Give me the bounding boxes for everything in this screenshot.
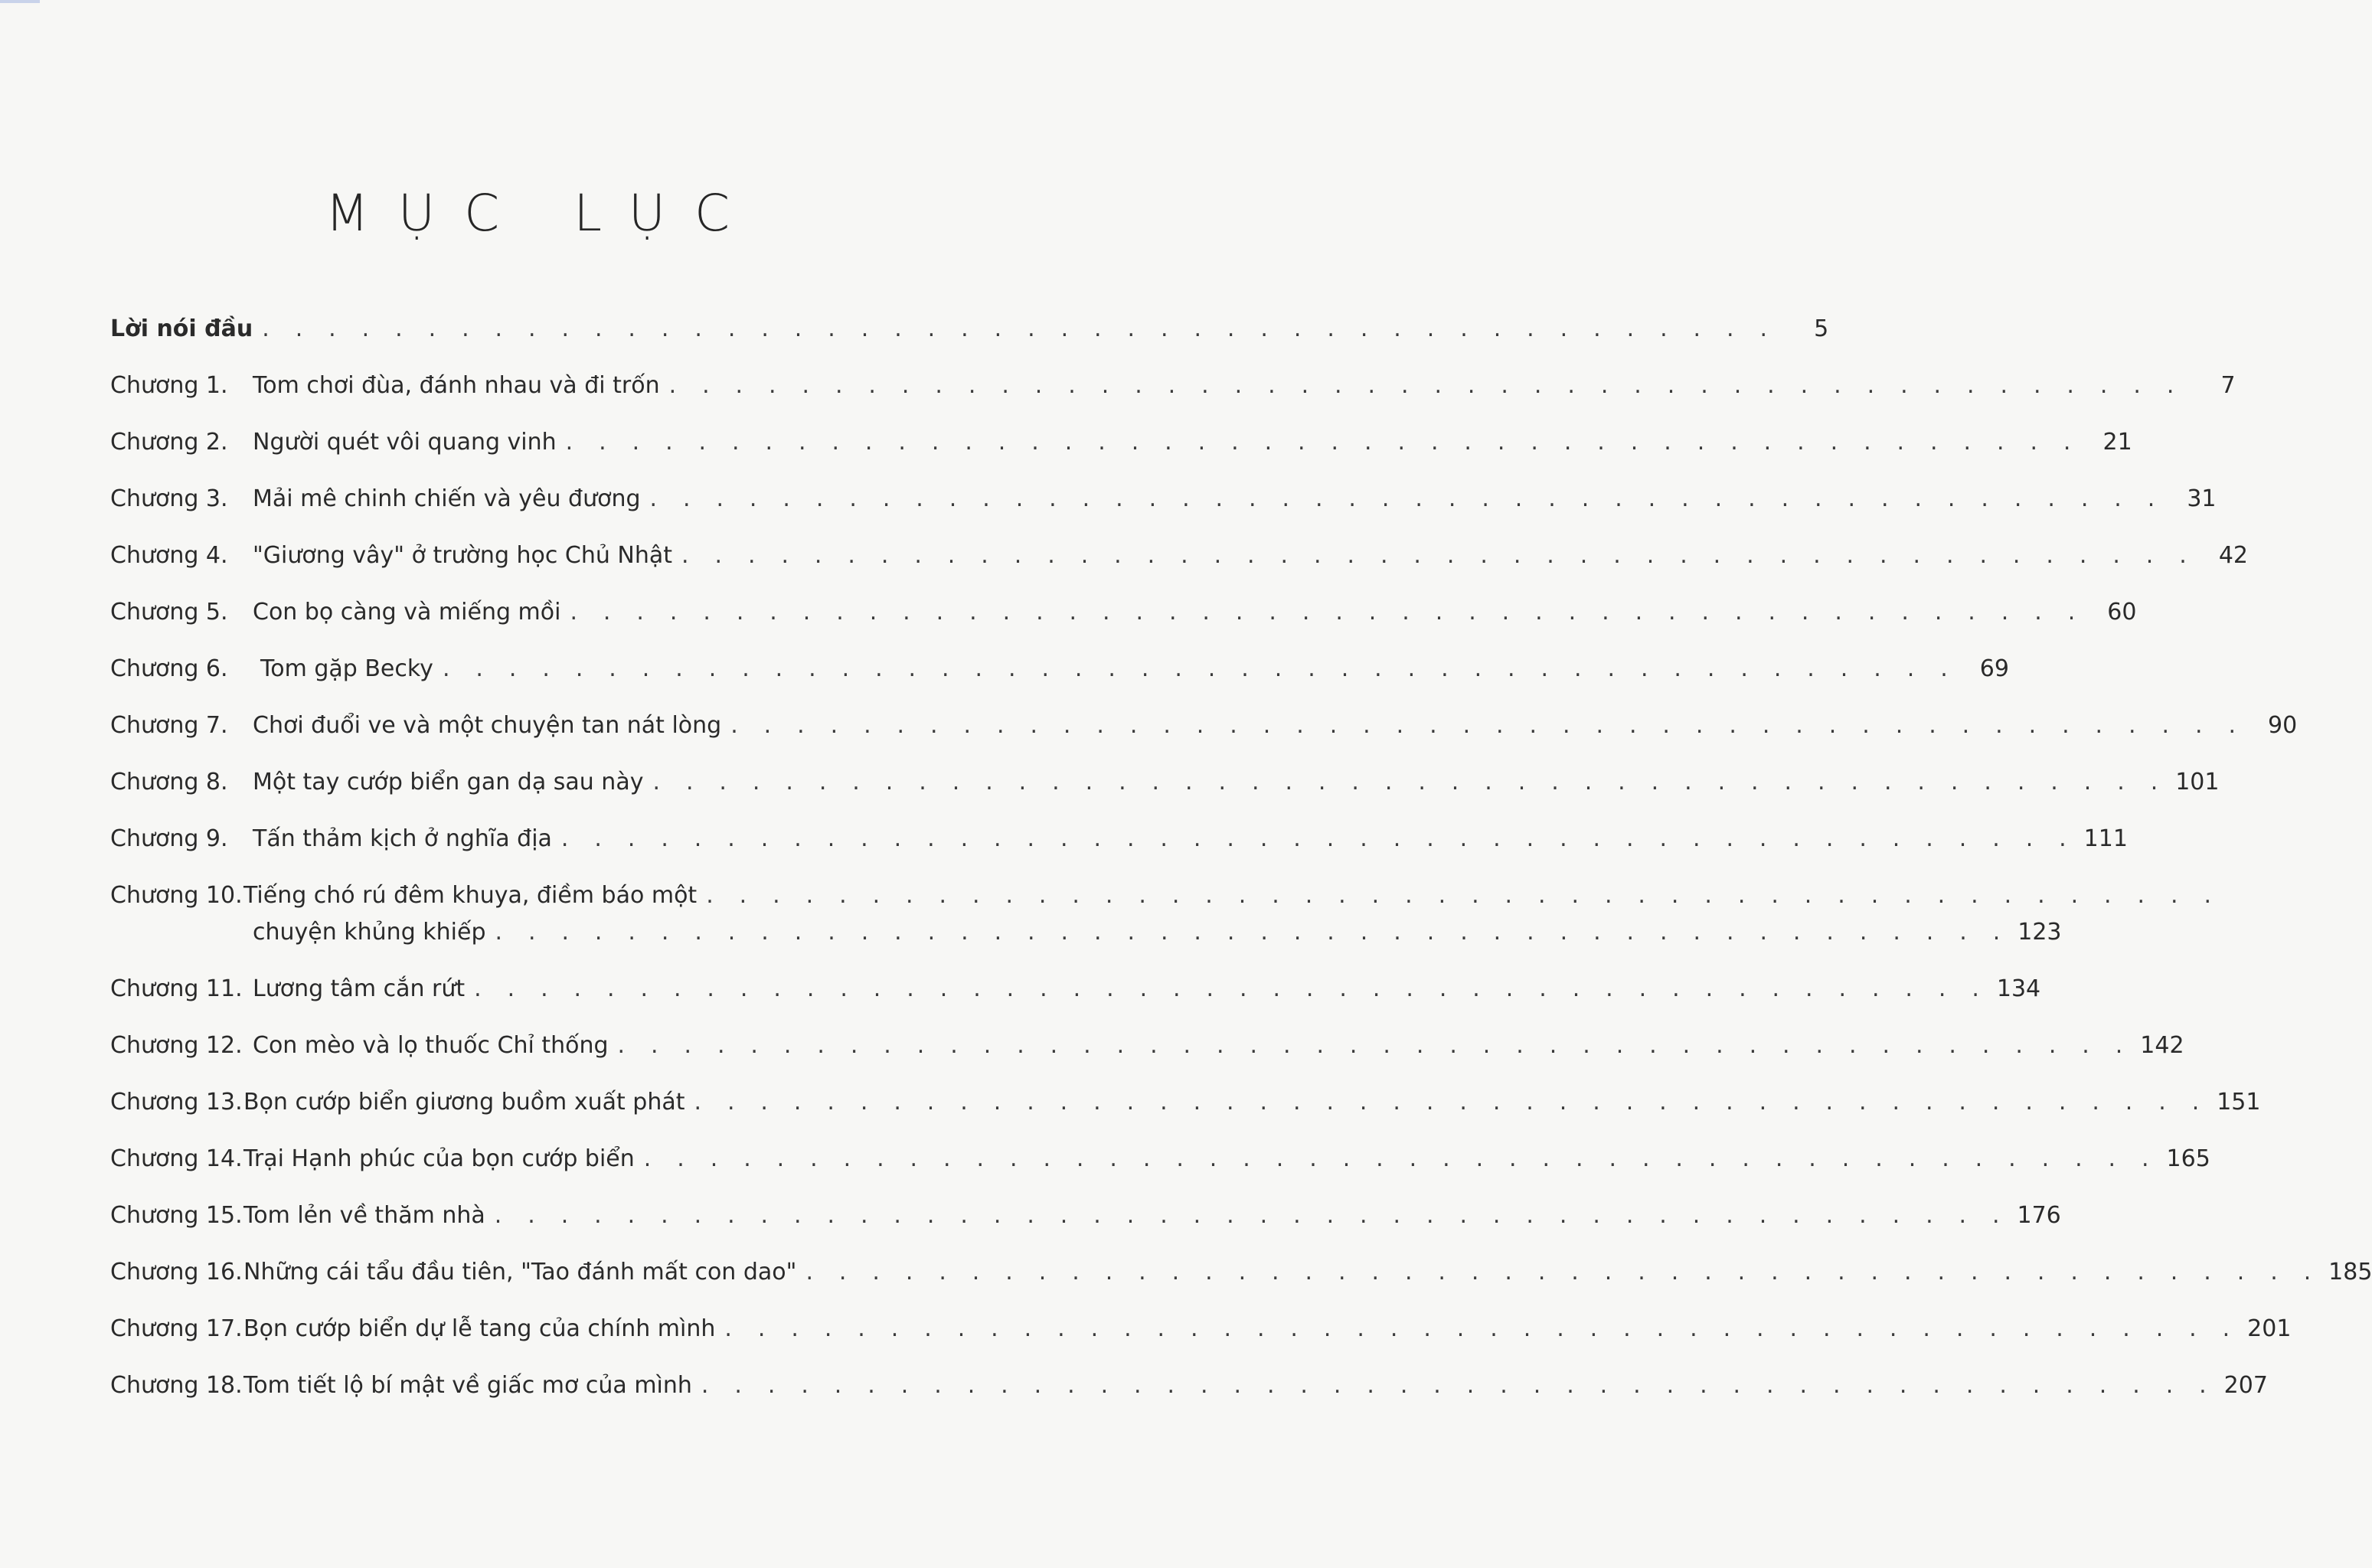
chapter-title: Tiếng chó rú đêm khuya, điềm báo một	[243, 882, 698, 909]
chapter-title: Tom lẻn về thăm nhà	[243, 1202, 485, 1229]
chapter-page: 151	[2217, 1089, 2261, 1116]
dot-leader: . . . . . . . . . . . . . . . . . . . . . . . . . . . . . . . . . . . . . . . . . . . . . .	[565, 429, 2080, 456]
chapter-title: Con bọ càng và miếng mồi	[253, 599, 561, 626]
chapter-title-continued: chuyện khủng khiếp	[253, 919, 486, 946]
chapter-number: Chương 5.	[110, 599, 228, 626]
toc-entry-chapter-12[interactable]	[110, 1029, 2184, 1063]
chapter-page: 60	[2107, 599, 2137, 626]
dot-leader: . . . . . . . . . . . . . . . . . . . . . . . . . . . . . . . . . . . . . . . . . . . . . .	[652, 769, 2168, 795]
dot-leader: . . . . . . . . . . . . . . . . . . . . . . . . . . . . . . . . . . . . . . . . . . . . . .	[474, 975, 1989, 1002]
chapter-number: Chương 6.	[110, 655, 228, 682]
chapter-title: Mải mê chinh chiến và yêu đương	[253, 485, 641, 512]
chapter-number: Chương 11.	[110, 975, 243, 1002]
toc-entry-chapter-9[interactable]	[110, 822, 2128, 856]
chapter-title: Trại Hạnh phúc của bọn cướp biển	[243, 1145, 635, 1172]
chapter-number: Chương 7.	[110, 712, 228, 739]
dot-leader: . . . . . . . . . . . . . . . . . . . . . . . . . . . . . . . . . . . . . . . . . . . . . .	[681, 542, 2197, 569]
chapter-title: Bọn cướp biển dự lễ tang của chính mình	[243, 1315, 716, 1342]
chapter-title: Một tay cướp biển gan dạ sau này	[253, 769, 644, 795]
chapter-number: Chương 10.	[110, 882, 243, 909]
toc-entry-chapter-13[interactable]	[110, 1086, 2261, 1119]
toc-entry-chapter-7[interactable]	[110, 709, 2298, 743]
dot-leader: . . . . . . . . . . . . . . . . . . . . . . . . . . . . . . . . . . . . . . . . . . . . . .	[701, 1372, 2216, 1399]
dot-leader: . . . . . . . . . . . . . . . . . . . . . . . . . . . . . . . . . . . . . . . . . . . . . .	[262, 315, 1777, 342]
chapter-number: Chương 4.	[110, 542, 228, 569]
chapter-page: 21	[2102, 429, 2132, 456]
chapter-number: Chương 14.	[110, 1145, 243, 1172]
toc-entry-preface[interactable]	[110, 312, 1829, 346]
chapter-title: Tom tiết lộ bí mật về giấc mơ của mình	[243, 1372, 692, 1399]
dot-leader: . . . . . . . . . . . . . . . . . . . . . . . . . . . . . . . . . . . . . . . . . . . . . .	[730, 712, 2246, 739]
chapter-page: 176	[2017, 1202, 2061, 1229]
toc-entry-chapter-17[interactable]	[110, 1312, 2292, 1346]
dot-leader: . . . . . . . . . . . . . . . . . . . . . . . . . . . . . . . . . . . . . . . . . . . . . .	[570, 599, 2085, 626]
chapter-number: Chương 1.	[110, 372, 228, 399]
chapter-number: Chương 13.	[110, 1089, 243, 1116]
dot-leader: . . . . . . . . . . . . . . . . . . . . . . . . . . . . . . . . . . . . . . . . . . . . . .	[706, 882, 2221, 909]
toc-entry-title: Lời nói đầu	[110, 315, 253, 342]
chapter-title: Bọn cướp biển giương buồm xuất phát	[243, 1089, 685, 1116]
toc-entry-chapter-14[interactable]	[110, 1142, 2210, 1176]
chapter-page: 90	[2268, 712, 2298, 739]
chapter-number: Chương 2.	[110, 429, 228, 456]
toc-entry-chapter-15[interactable]	[110, 1199, 2061, 1233]
dot-leader: . . . . . . . . . . . . . . . . . . . . . . . . . . . . . . . . . . . . . . . . . . . . . .	[649, 485, 2165, 512]
chapter-number: Chương 18.	[110, 1372, 243, 1399]
chapter-title: Con mèo và lọ thuốc Chỉ thống	[253, 1032, 609, 1059]
dot-leader: . . . . . . . . . . . . . . . . . . . . . . . . . . . . . . . . . . . . . . . . . . . . . .	[724, 1315, 2240, 1342]
chapter-number: Chương 8.	[110, 769, 228, 795]
chapter-page: 165	[2166, 1145, 2210, 1172]
dot-leader: . . . . . . . . . . . . . . . . . . . . . . . . . . . . . . . . . . . . . . . . . . . . . .	[694, 1089, 2209, 1116]
chapter-number: Chương 17.	[110, 1315, 243, 1342]
chapter-page: 42	[2218, 542, 2249, 569]
chapter-page: 201	[2247, 1315, 2292, 1342]
chapter-number: Chương 16.	[110, 1259, 243, 1285]
chapter-number: Chương 15.	[110, 1202, 243, 1229]
chapter-page: 123	[2018, 919, 2062, 946]
dot-leader: . . . . . . . . . . . . . . . . . . . . . . . . . . . . . . . . . . . . . . . . . . . . . .	[805, 1259, 2321, 1285]
chapter-page: 69	[1979, 655, 2009, 682]
chapter-title: Tom gặp Becky	[260, 655, 433, 682]
chapter-title: Người quét vôi quang vinh	[253, 429, 557, 456]
toc-entry-chapter-5[interactable]	[110, 596, 2137, 629]
dot-leader: . . . . . . . . . . . . . . . . . . . . . . . . . . . . . . . . . . . . . . . . . . . . . .	[495, 919, 2010, 946]
chapter-title: Chơi đuổi ve và một chuyện tan nát lòng	[253, 712, 722, 739]
toc-entry-chapter-4[interactable]	[110, 539, 2249, 573]
dot-leader: . . . . . . . . . . . . . . . . . . . . . . . . . . . . . . . . . . . . . . . . . . . . . .	[442, 655, 1957, 682]
chapter-number: Chương 9.	[110, 825, 228, 852]
toc-entry-chapter-6[interactable]	[110, 652, 2009, 686]
chapter-title: Những cái tẩu đầu tiên, "Tao đánh mất con dao"	[243, 1259, 797, 1285]
chapter-page: 207	[2223, 1372, 2268, 1399]
chapter-page: 134	[1996, 975, 2041, 1002]
chapter-title: "Giương vây" ở trường học Chủ Nhật	[253, 542, 673, 569]
table-of-contents	[110, 312, 2372, 1426]
toc-entry-chapter-16[interactable]	[110, 1256, 2372, 1289]
dot-leader: . . . . . . . . . . . . . . . . . . . . . . . . . . . . . . . . . . . . . . . . . . . . . .	[643, 1145, 2158, 1172]
dot-leader: . . . . . . . . . . . . . . . . . . . . . . . . . . . . . . . . . . . . . . . . . . . . . .	[617, 1032, 2132, 1059]
chapter-title: Tấn thảm kịch ở nghĩa địa	[253, 825, 552, 852]
chapter-page: 111	[2083, 825, 2128, 852]
chapter-page: 185	[2328, 1259, 2372, 1285]
page-edge-mark	[0, 0, 40, 3]
toc-entry-page: 5	[1814, 315, 1829, 342]
dot-leader: . . . . . . . . . . . . . . . . . . . . . . . . . . . . . . . . . . . . . . . . . . . . . .	[560, 825, 2076, 852]
chapter-title: Tom chơi đùa, đánh nhau và đi trốn	[253, 372, 660, 399]
toc-entry-chapter-1[interactable]	[110, 369, 2236, 403]
chapter-number: Chương 12.	[110, 1032, 243, 1059]
chapter-number: Chương 3.	[110, 485, 228, 512]
toc-entry-chapter-11[interactable]	[110, 972, 2041, 1006]
chapter-page: 101	[2175, 769, 2220, 795]
dot-leader: . . . . . . . . . . . . . . . . . . . . . . . . . . . . . . . . . . . . . . . . . . . . . .	[494, 1202, 2009, 1229]
chapter-page: 7	[2220, 372, 2236, 399]
toc-entry-chapter-2[interactable]	[110, 426, 2132, 459]
toc-entry-chapter-3[interactable]	[110, 482, 2217, 516]
chapter-title: Lương tâm cắn rứt	[253, 975, 466, 1002]
toc-entry-chapter-8[interactable]	[110, 766, 2220, 799]
page-title: MỤC LỤC	[325, 184, 760, 243]
chapter-page: 31	[2187, 485, 2217, 512]
toc-entry-chapter-18[interactable]	[110, 1369, 2268, 1403]
toc-entry-chapter-10[interactable]	[110, 879, 2221, 949]
dot-leader: . . . . . . . . . . . . . . . . . . . . . . . . . . . . . . . . . . . . . . . . . . . . . .	[668, 372, 2184, 399]
chapter-page: 142	[2140, 1032, 2184, 1059]
